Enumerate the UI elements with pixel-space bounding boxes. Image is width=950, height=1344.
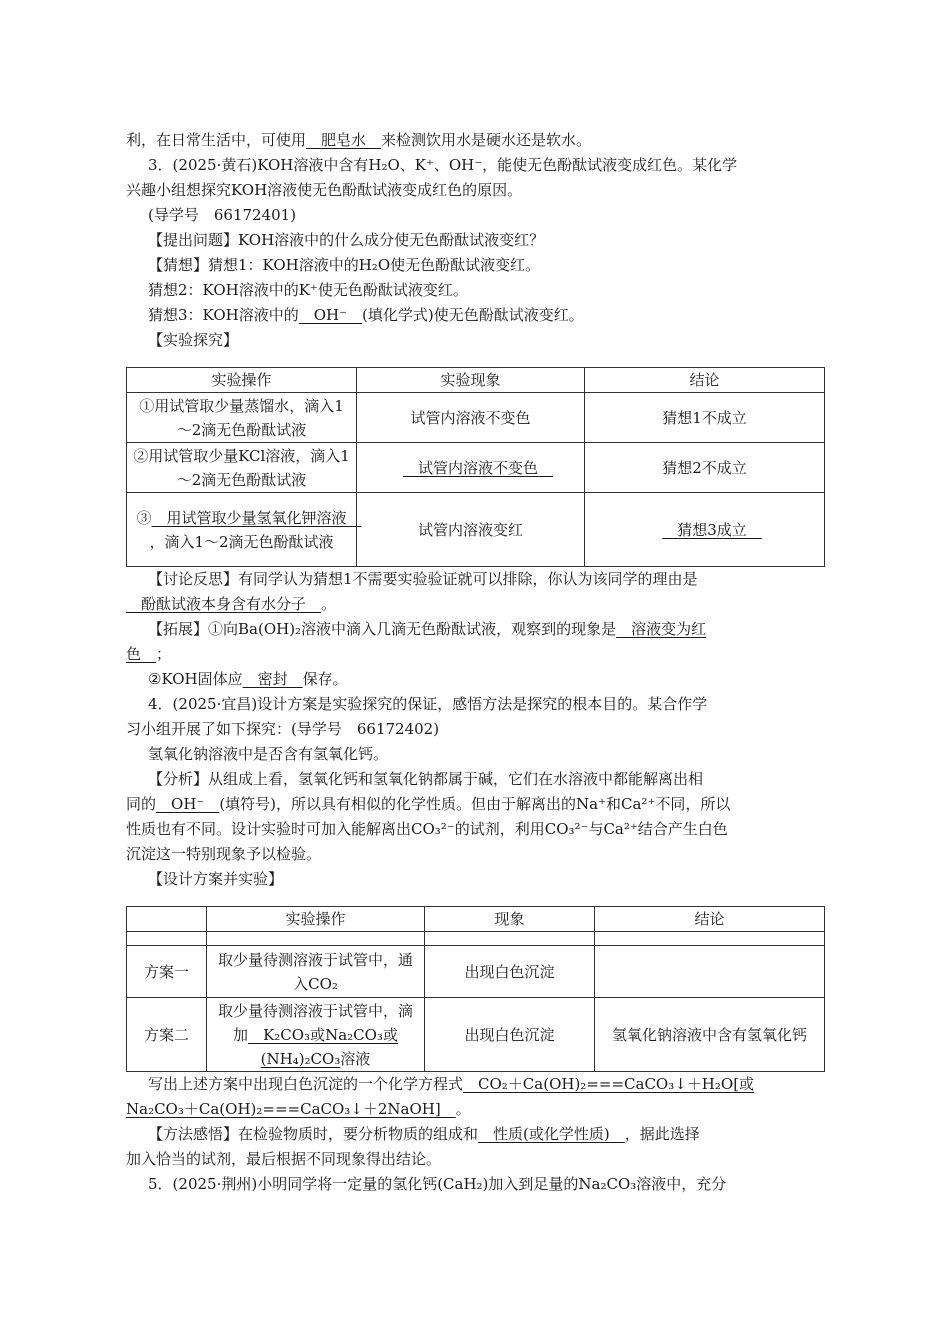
q4-equation bbox=[126, 1072, 826, 1097]
table-cell bbox=[207, 998, 425, 1072]
answer-blank: 酚酞试液本身含有水分子 bbox=[126, 595, 322, 613]
table-header: 现象 bbox=[425, 907, 595, 932]
q3-guess-3 bbox=[126, 303, 826, 328]
table-cell: 出现白色沉淀 bbox=[425, 998, 595, 1072]
text: 【拓展】①向Ba(OH)₂溶液中滴入几滴无色酚酞试液，观察到的现象是 bbox=[148, 620, 617, 638]
q3-stem-1: 3．(2025·黄石)KOH溶液中含有H₂O、K⁺、OH⁻，能使无色酚酞试液变成红色。某化学 bbox=[148, 156, 738, 174]
answer-blank: 性质(或化学性质) bbox=[478, 1125, 625, 1143]
text: ③ bbox=[136, 508, 152, 527]
q3-discuss-answer bbox=[126, 592, 826, 617]
table-cell bbox=[595, 932, 825, 946]
table-header: 结论 bbox=[585, 368, 825, 393]
answer-blank: OH⁻ bbox=[156, 795, 220, 813]
text: (填符号)，所以具有相似的化学性质。但由于解离出的Na⁺和Ca²⁺不同，所以 bbox=[219, 795, 731, 813]
table-row bbox=[127, 946, 825, 998]
table-cell bbox=[207, 932, 425, 946]
table-cell bbox=[595, 946, 825, 998]
table-cell bbox=[585, 493, 825, 567]
table-row bbox=[127, 393, 825, 443]
table-cell: 氢氧化钠溶液中含有氢氧化钙 bbox=[595, 998, 825, 1072]
q3-stem-2: 兴趣小组想探究KOH溶液使无色酚酞试液变成红色的原因。 bbox=[126, 181, 523, 199]
q4-method-2: 加入恰当的试剂，最后根据不同现象得出结论。 bbox=[126, 1150, 442, 1168]
q3-experiment-table bbox=[126, 367, 825, 567]
answer-blank: CO₂＋Ca(OH)₂===CaCO₃↓＋H₂O[或 bbox=[463, 1075, 755, 1093]
q4-analysis-1: 【分析】从组成上看，氢氧化钙和氢氧化钠都属于碱，它们在水溶液中都能解离出相 bbox=[148, 770, 704, 788]
table-header: 实验操作 bbox=[207, 907, 425, 932]
q4-stem-1: 4．(2025·宜昌)设计方案是实验探究的保证，感悟方法是探究的根本目的。某合作学 bbox=[148, 695, 708, 713]
q3-extension-2 bbox=[126, 667, 826, 692]
answer-blank: 肥皂水 bbox=[306, 131, 382, 149]
q4-analysis-2 bbox=[126, 792, 826, 817]
q4-method bbox=[126, 1122, 826, 1147]
text: 。 bbox=[321, 595, 337, 613]
q3-guess-1: 【猜想】猜想1：KOH溶液中的H₂O使无色酚酞试液变红。 bbox=[148, 256, 541, 274]
text: 【方法感悟】在检验物质时，要分析物质的组成和 bbox=[148, 1125, 479, 1143]
table-cell: 方案二 bbox=[127, 998, 207, 1072]
text: 来检测饮用水是硬水还是软水。 bbox=[381, 131, 592, 149]
table-cell: 试管内溶液不变色 bbox=[357, 393, 585, 443]
answer-blank: 色 bbox=[126, 645, 157, 663]
text: 利，在日常生活中，可使用 bbox=[126, 131, 307, 149]
table-cell: ①用试管取少量蒸馏水，滴入1～2滴无色酚酞试液 bbox=[127, 393, 357, 443]
table-header-row bbox=[127, 907, 825, 932]
answer-blank: 用试管取少量氢氧化钾溶液 bbox=[151, 508, 362, 527]
text: 保存。 bbox=[302, 670, 348, 688]
text: 溶液 bbox=[340, 1049, 371, 1068]
q4-plan-table bbox=[126, 906, 825, 1072]
text: 取少量待测溶液于试管中，滴加 bbox=[217, 1001, 413, 1044]
q4-analysis-4: 沉淀这一特别现象予以检验。 bbox=[126, 845, 322, 863]
table-cell bbox=[357, 443, 585, 493]
q3-explore-heading: 【实验探究】 bbox=[148, 331, 239, 349]
table-cell: 猜想2不成立 bbox=[585, 443, 825, 493]
q4-analysis-3: 性质也有不同。设计实验时可加入能解离出CO₃²⁻的试剂，利用CO₃²⁻与Ca²⁺结合产生白色 bbox=[126, 820, 728, 838]
text: 写出上述方案中出现白色沉淀的一个化学方程式 bbox=[148, 1075, 464, 1093]
table-row bbox=[127, 443, 825, 493]
text: (填化学式)使无色酚酞试液变红。 bbox=[362, 306, 584, 324]
text: ； bbox=[156, 645, 172, 663]
answer-blank: OH⁻ bbox=[298, 306, 363, 324]
q4-stem-2: 习小组开展了如下探究：(导学号 66172402) bbox=[126, 720, 440, 738]
table-header: 结论 bbox=[595, 907, 825, 932]
answer-blank: 溶液变为红 bbox=[616, 620, 707, 638]
answer-blank: 猜想3成立 bbox=[662, 520, 762, 539]
q3-discuss bbox=[126, 567, 826, 592]
q3-question: 【提出问题】KOH溶液中的什么成分使无色酚酞试液变红？ bbox=[148, 231, 545, 249]
answer-blank: 试管内溶液不变色 bbox=[402, 458, 553, 477]
table-cell: 试管内溶液变红 bbox=[357, 493, 585, 567]
answer-blank: Na₂CO₃＋Ca(OH)₂===CaCO₃↓＋2NaOH] bbox=[126, 1100, 456, 1118]
table-cell: 取少量待测溶液于试管中，通入CO₂ bbox=[207, 946, 425, 998]
table-cell: 出现白色沉淀 bbox=[425, 946, 595, 998]
q4-design-heading: 【设计方案并实验】 bbox=[148, 870, 284, 888]
table-header-row bbox=[127, 368, 825, 393]
table-cell: 方案一 bbox=[127, 946, 207, 998]
q2-tail bbox=[126, 128, 826, 153]
table-cell bbox=[127, 932, 207, 946]
q3-extension-1-cont bbox=[126, 642, 826, 667]
table-cell bbox=[425, 932, 595, 946]
table-cell: ②用试管取少量KCl溶液，滴入1～2滴无色酚酞试液 bbox=[127, 443, 357, 493]
table-header bbox=[127, 907, 207, 932]
table-row bbox=[127, 932, 825, 946]
q4-equation-cont bbox=[126, 1097, 826, 1122]
answer-blank: 密封 bbox=[242, 670, 303, 688]
table-row bbox=[127, 998, 825, 1072]
worksheet-page bbox=[126, 128, 826, 1197]
table-cell: 猜想1不成立 bbox=[585, 393, 825, 443]
q3-guess-2: 猜想2：KOH溶液中的K⁺使无色酚酞试液变红。 bbox=[148, 281, 468, 299]
text: ，据此选择 bbox=[624, 1125, 700, 1143]
q5-stem-1: 5．(2025·荆州)小明同学将一定量的氢化钙(CaH₂)加入到足量的Na₂CO₃溶液中，充分 bbox=[148, 1175, 727, 1193]
table-cell bbox=[127, 493, 362, 567]
text: 同的 bbox=[126, 795, 157, 813]
text: ②KOH固体应 bbox=[148, 670, 243, 688]
q3-extension-1 bbox=[126, 617, 826, 642]
text: 。 bbox=[455, 1100, 471, 1118]
text: 【讨论反思】有同学认为猜想1不需要实验验证就可以排除，你认为该同学的理由是 bbox=[148, 570, 698, 588]
table-header: 实验现象 bbox=[357, 368, 585, 393]
q4-stem-3: 氢氧化钠溶液中是否含有氢氧化钙。 bbox=[148, 745, 389, 763]
table-row bbox=[127, 493, 825, 567]
answer-blank: K₂CO₃或Na₂CO₃或(NH₄)₂CO₃ bbox=[248, 1025, 398, 1068]
q3-guide-number: (导学号 66172401) bbox=[148, 206, 297, 224]
text: 猜想3：KOH溶液中的 bbox=[148, 306, 299, 324]
text: ，滴入1～2滴无色酚酞试液 bbox=[149, 532, 334, 551]
table-header: 实验操作 bbox=[127, 368, 357, 393]
